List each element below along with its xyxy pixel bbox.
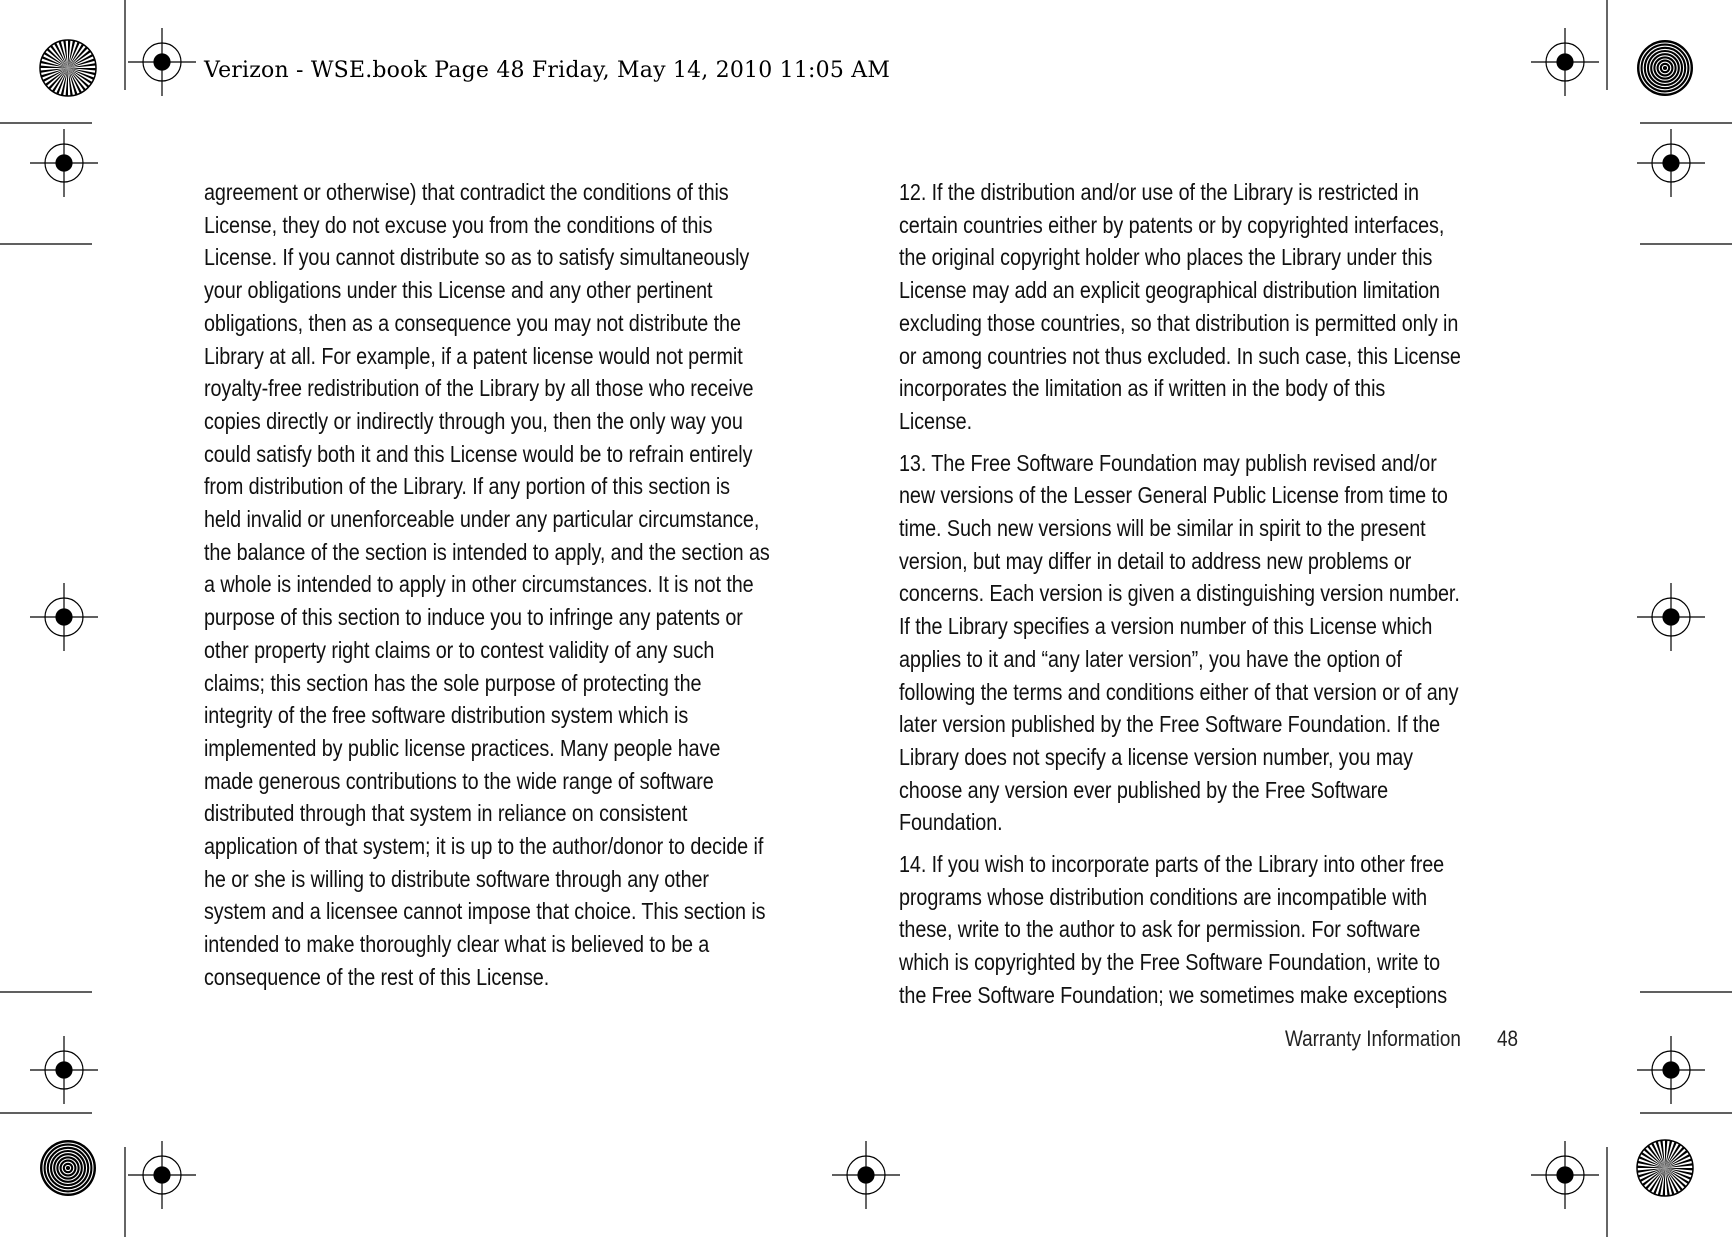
- text-line: copies directly or indirectly through you, then the only way you: [204, 407, 743, 434]
- registration-target-icon: [1637, 583, 1705, 651]
- registration-target-icon: [30, 129, 98, 197]
- registration-target-icon: [128, 1141, 196, 1209]
- text-line: choose any version ever published by the Free Software: [899, 776, 1389, 803]
- text-line: certain countries either by patents or by copyrighted interfaces,: [899, 211, 1445, 238]
- registration-target-icon: [1531, 1141, 1599, 1209]
- text-line: excluding those countries, so that distribution is permitted only in: [899, 309, 1459, 336]
- text-line: intended to make thoroughly clear what is believed to be a: [204, 931, 710, 958]
- text-line: distributed through that system in reliance on consistent: [204, 800, 688, 827]
- text-line: applies to it and “any later version”, you have the option of: [899, 645, 1402, 672]
- text-line: 12. If the distribution and/or use of the Library is restricted in: [899, 179, 1419, 205]
- text-line: Library at all. For example, if a patent license would not permit: [204, 342, 743, 369]
- text-line: version, but may differ in detail to address new problems or: [899, 547, 1412, 574]
- text-line: purpose of this section to induce you to infringe any patents or: [204, 604, 743, 631]
- registration-target-icon: [30, 1036, 98, 1104]
- text-line: agreement or otherwise) that contradict the conditions of this: [204, 179, 729, 205]
- text-line: later version published by the Free Software Foundation. If the: [899, 711, 1441, 738]
- text-line: implemented by public license practices. Many people have: [204, 734, 721, 761]
- continued-paragraph: [204, 176, 818, 994]
- right-text-column: [899, 176, 1513, 1021]
- text-line: new versions of the Lesser General Public License from time to: [899, 482, 1448, 509]
- text-line: system and a licensee cannot impose that choice. This section is: [204, 898, 766, 925]
- text-line: following the terms and conditions either of that version or of any: [899, 678, 1459, 705]
- text-line: License, they do not excuse you from the conditions of this: [204, 211, 713, 238]
- text-line: claims; this section has the sole purpose of protecting the: [204, 669, 702, 696]
- text-line: which is copyrighted by the Free Software Foundation, write to: [899, 949, 1441, 976]
- text-line: Foundation.: [899, 809, 1003, 836]
- text-line: 13. The Free Software Foundation may publish revised and/or: [899, 449, 1437, 476]
- registration-target-icon: [1637, 129, 1705, 197]
- registration-target-icon: [30, 583, 98, 651]
- text-line: integrity of the free software distribution system which is: [204, 702, 689, 729]
- footer-section-title: Warranty Information: [1284, 1026, 1461, 1051]
- text-line: concerns. Each version is given a distinguishing version number.: [899, 580, 1460, 607]
- registration-target-icon: [832, 1141, 900, 1209]
- registration-target-icon: [1637, 1036, 1705, 1104]
- paragraph-12: [899, 176, 1513, 438]
- star-target-icon: [40, 40, 96, 96]
- text-line: License.: [899, 407, 972, 434]
- registration-target-icon: [128, 28, 196, 96]
- text-line: or among countries not thus excluded. In such case, this License: [899, 342, 1461, 369]
- text-line: held invalid or unenforceable under any particular circumstance,: [204, 506, 760, 533]
- concentric-target-icon: [40, 1140, 96, 1196]
- concentric-target-icon: [1637, 40, 1693, 96]
- page-number: 48: [1496, 1026, 1518, 1051]
- text-line: other property right claims or to contest validity of any such: [204, 636, 715, 663]
- text-line: License. If you cannot distribute so as to satisfy simultaneously: [204, 244, 750, 271]
- text-line: 14. If you wish to incorporate parts of the Library into other free: [899, 851, 1445, 878]
- text-line: a whole is intended to apply in other circumstances. It is not the: [204, 571, 754, 598]
- text-line: application of that system; it is up to the author/donor to decide if: [204, 833, 764, 860]
- text-line: from distribution of the Library. If any portion of this section is: [204, 473, 730, 500]
- text-line: Library does not specify a license version number, you may: [899, 743, 1413, 770]
- text-line: he or she is willing to distribute software through any other: [204, 865, 709, 892]
- text-line: the balance of the section is intended to apply, and the section as: [204, 538, 770, 565]
- text-line: License may add an explicit geographical distribution limitation: [899, 277, 1440, 304]
- text-line: the Free Software Foundation; we sometimes make exceptions: [899, 981, 1448, 1008]
- text-line: royalty-free redistribution of the Library by all those who receive: [204, 375, 754, 402]
- star-target-icon: [1637, 1140, 1693, 1196]
- text-line: the original copyright holder who places the Library under this: [899, 244, 1433, 271]
- text-line: could satisfy both it and this License would be to refrain entirely: [204, 440, 753, 467]
- text-line: your obligations under this License and any other pertinent: [204, 277, 713, 304]
- text-line: If the Library specifies a version number of this License which: [899, 613, 1433, 640]
- print-slug: Verizon - WSE.book Page 48 Friday, May 14, 2010 11:05 AM: [204, 58, 891, 83]
- page-footer: [1285, 1026, 1518, 1052]
- text-line: programs whose distribution conditions are incompatible with: [899, 883, 1428, 910]
- text-line: obligations, then as a consequence you may not distribute the: [204, 309, 741, 336]
- registration-target-icon: [1531, 28, 1599, 96]
- paragraph-13: [899, 447, 1513, 839]
- left-text-column: [204, 176, 818, 1003]
- text-line: incorporates the limitation as if written in the body of this: [899, 375, 1386, 402]
- text-line: consequence of the rest of this License.: [204, 963, 550, 990]
- paragraph-14: [899, 848, 1513, 1012]
- text-line: these, write to the author to ask for permission. For software: [899, 916, 1421, 943]
- text-line: made generous contributions to the wide range of software: [204, 767, 714, 794]
- text-line: time. Such new versions will be similar in spirit to the present: [899, 515, 1426, 542]
